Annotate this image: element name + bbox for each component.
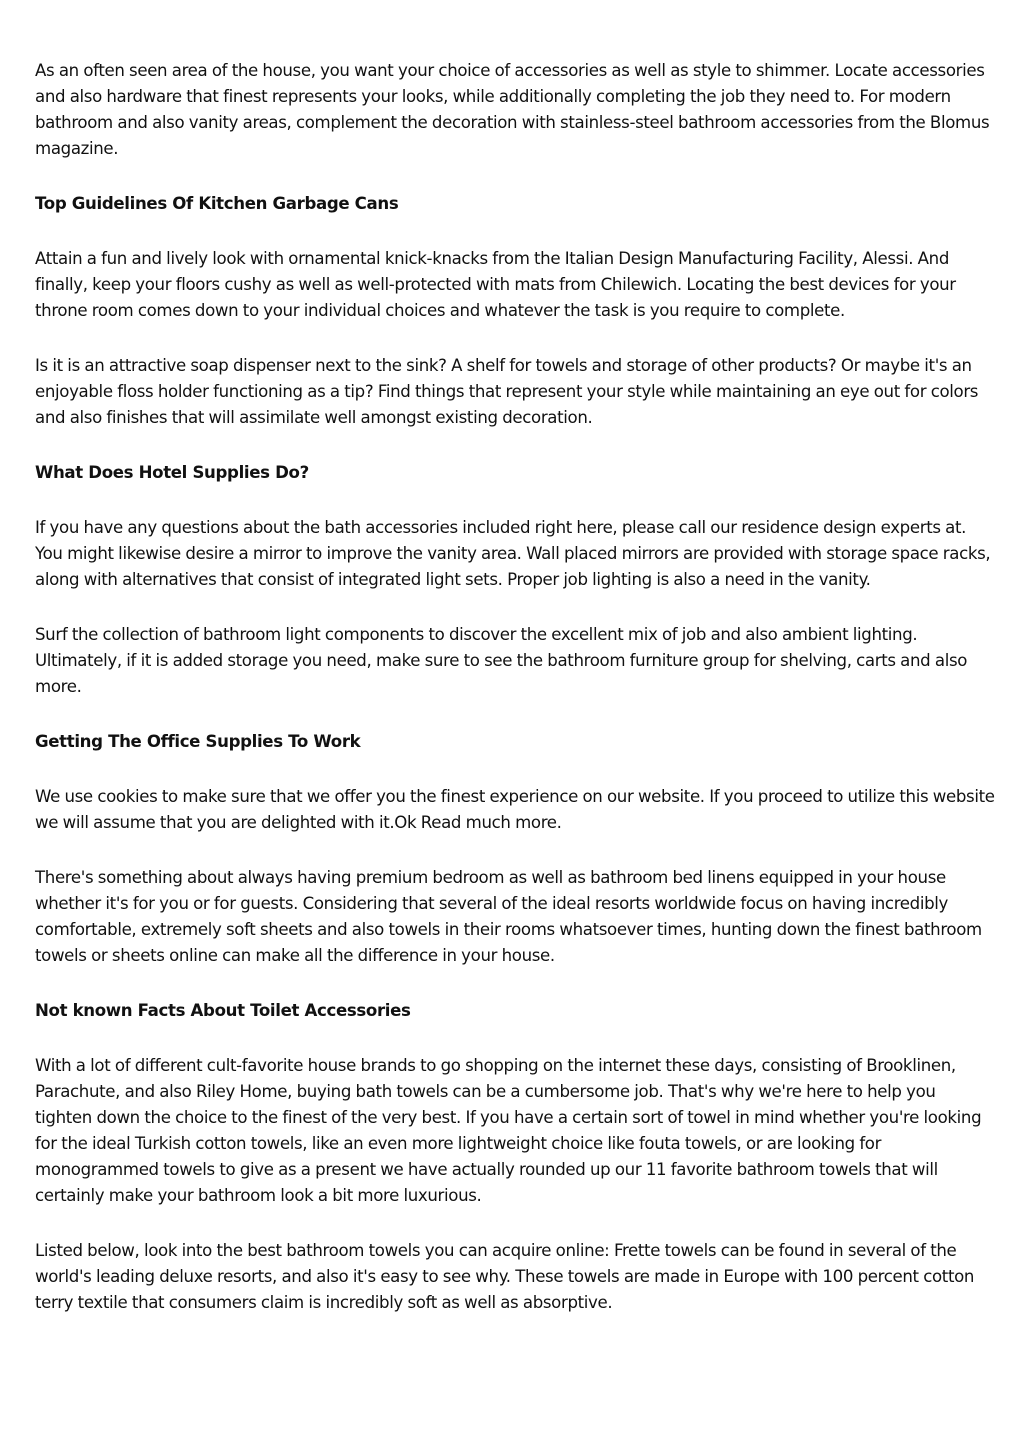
paragraph: If you have any questions about the bath accessories included right here, please call our residence design experts at. You might likewise desire a mirror to improve the vanity area. Wall placed mirrors are provided with storage space racks, along with alternatives that consist of integrated light sets. Proper job lighting is also a need in the vanity. [35, 518, 991, 589]
article-body [35, 58, 995, 1345]
section-heading: Not known Facts About Toilet Accessories [35, 1001, 411, 1020]
paragraph: There's something about always having premium bedroom as well as bathroom bed linens equipped in your house whether it's for you or for guests. Considering that several of the ideal resorts worldwide focus on having incredibly comfortable, extremely soft sheets and also towels in their rooms whatsoever times, hunting down the finest bathroom towels or sheets online can make all the difference in your house. [35, 868, 982, 965]
paragraph: Surf the collection of bathroom light components to discover the excellent mix of job and also ambient lighting. Ultimately, if it is added storage you need, make sure to see the bathroom furniture group for shelving, carts and also more. [35, 625, 968, 696]
section-heading: Top Guidelines Of Kitchen Garbage Cans [35, 194, 399, 213]
paragraph: We use cookies to make sure that we offer you the finest experience on our website. If you proceed to utilize this website we will assume that you are delighted with it.Ok Read much more. [35, 787, 995, 832]
paragraph: As an often seen area of the house, you want your choice of accessories as well as style to shimmer. Locate accessories and also hardware that finest represents your looks, while additionally completing the job they need to. For modern bathroom and also vanity areas, complement the decoration with stainless-steel bathroom accessories from the Blomus magazine. [35, 61, 990, 158]
paragraph: Attain a fun and lively look with ornamental knick-knacks from the Italian Design Manufacturing Facility, Alessi. And finally, keep your floors cushy as well as well-protected with mats from Chilewich. Locating the best devices for your throne room comes down to your individual choices and whatever the task is you require to complete. [35, 249, 956, 320]
section-heading: What Does Hotel Supplies Do? [35, 463, 309, 482]
paragraph: With a lot of different cult-favorite house brands to go shopping on the internet these days, consisting of Brooklinen, Parachute, and also Riley Home, buying bath towels can be a cumbersome job. That's why we're here to help you tighten down the choice to the finest of the very best. If you have a certain sort of towel in mind whether you're looking for the ideal Turkish cotton towels, like an even more lightweight choice like fouta towels, or are looking for monogrammed towels to give as a present we have actually rounded up our 11 favorite bathroom towels that will certainly make your bathroom look a bit more luxurious. [35, 1056, 982, 1205]
section-heading: Getting The Office Supplies To Work [35, 732, 361, 751]
paragraph: Is it is an attractive soap dispenser next to the sink? A shelf for towels and storage of other products? Or maybe it's an enjoyable floss holder functioning as a tip? Find things that represent your style while maintaining an eye out for colors and also finishes that will assimilate well amongst existing decoration. [35, 356, 979, 427]
paragraph: Listed below, look into the best bathroom towels you can acquire online: Frette towels can be found in several of the world's leading deluxe resorts, and also it's easy to see why. These towels are made in Europe with 100 percent cotton terry textile that consumers claim is incredibly soft as well as absorptive. [35, 1241, 975, 1312]
